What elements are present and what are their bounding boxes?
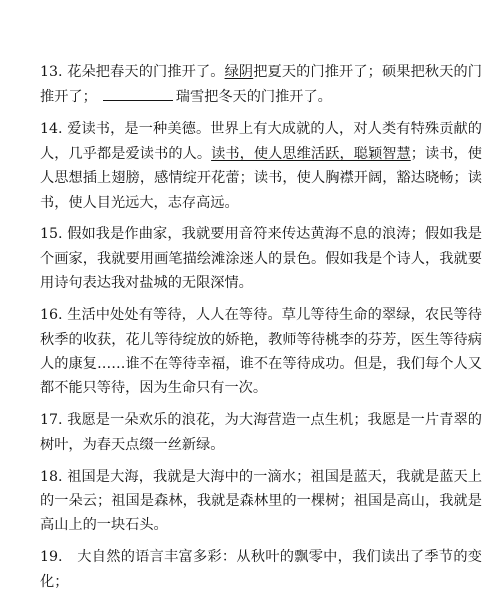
- sentence-text: 16. 生活中处处有等待，人人在等待。草儿等待生命的翠绿，农民等待秋季的收获，花儿等待绽放的娇艳，教师等待桃李的芬芳，医生等待病人的康复……谁不在等待幸福，谁不在等待成功。但是，我们每个人又都不能只等待，因为生命只有一次。: [40, 307, 482, 397]
- sentence-item-18: [40, 465, 482, 538]
- underlined-phrase: 绿阴: [224, 64, 254, 80]
- sentence-text: 19. 大自然的语言丰富多彩：从秋叶的飘零中，我们读出了季节的变化；: [40, 549, 482, 590]
- sentence-item-14: [40, 117, 482, 215]
- sentence-text: 18. 祖国是大海，我就是大海中的一滴水；祖国是蓝天，我就是蓝天上的一朵云；祖国是森林，我就是森林里的一棵树；祖国是高山，我就是高山上的一块石头。: [40, 468, 482, 534]
- sentence-item-15: [40, 222, 482, 295]
- sentence-text: ；读书，使人思想插上翅膀，感情绽开花蕾；读书，使人胸襟开阔，豁达晓畅；读书，使人目光远大，志存高远。: [40, 145, 482, 211]
- sentence-text: 13. 花朵把春天的门推开了。: [40, 64, 225, 80]
- sentence-item-16: [40, 303, 482, 401]
- sentence-text: 15. 假如我是作曲家，我就要用音符来传达黄海不息的浪涛；假如我是个画家，我就要用画笔描绘滩涂迷人的景色。假如我是个诗人，我就要用诗句表达我对盐城的无限深情。: [40, 226, 482, 292]
- sentence-item-13: [40, 60, 482, 110]
- sentence-text: 17. 我愿是一朵欢乐的浪花，为大海营造一点生机；我愿是一片青翠的树叶，为春天点缀一丝新绿。: [40, 412, 482, 453]
- sentence-text: 把夏天的门推开了；硕果把秋天的门推开了；: [40, 64, 482, 106]
- underlined-phrase: 读书，使人思维活跃，聪颖智慧: [211, 145, 411, 162]
- fill-in-blank: [103, 84, 173, 101]
- sentence-text: 瑞雪把冬天的门推开了。: [175, 89, 332, 106]
- sentence-text: 14. 爱读书，是一种美德。世界上有大成就的人，对人类有特殊贡献的人，几乎都是爱读书的人。: [40, 121, 482, 162]
- sentence-item-19: [40, 545, 482, 594]
- sentence-item-17: [40, 408, 482, 457]
